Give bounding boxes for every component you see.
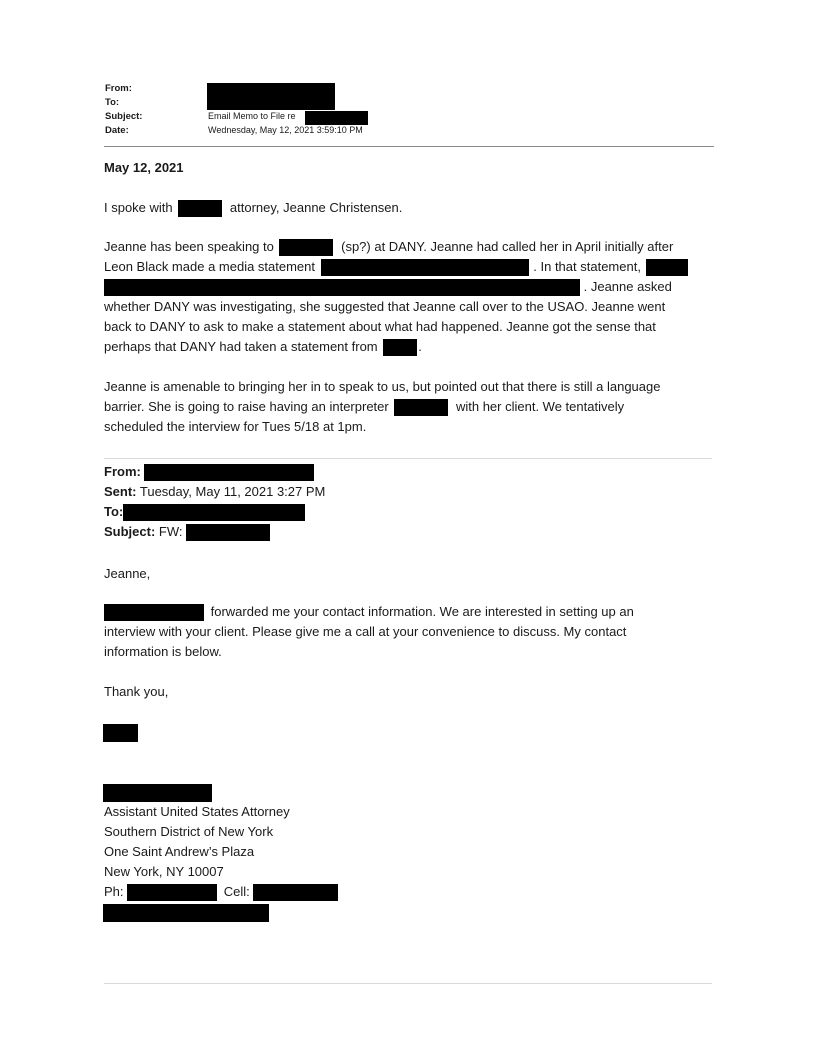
signature-office: Southern District of New York <box>104 824 274 839</box>
text-run: perhaps that DANY had taken a statement from <box>104 339 378 354</box>
text-run: attorney, Jeanne Christensen. <box>229 200 403 215</box>
paragraph-line: whether DANY was investigating, she suggested that Jeanne call over to the USAO. Jeanne went <box>104 299 666 314</box>
fw-subject-value: FW: <box>158 524 183 539</box>
signature-phone-line <box>104 882 714 902</box>
redaction-sender-first-name <box>103 724 138 742</box>
paragraph-line <box>104 602 714 622</box>
memo-paragraph-1 <box>104 198 714 218</box>
signature-block <box>104 802 714 902</box>
fw-sent-value: Tuesday, May 11, 2021 3:27 PM <box>139 484 326 499</box>
fw-subject-label: Subject: <box>104 524 156 539</box>
fw-greeting: Jeanne, <box>104 566 151 581</box>
paragraph-line: scheduled the interview for Tues 5/18 at 1pm. <box>104 419 367 434</box>
header-divider <box>104 146 714 147</box>
memo-subject-label: Subject: <box>105 111 143 122</box>
fw-to-line <box>104 502 714 522</box>
page-bottom-divider <box>104 983 712 984</box>
paragraph-line: Jeanne is amenable to bringing her in to speak to us, but pointed out that there is still a language <box>104 379 661 394</box>
forwarded-email-header <box>104 462 714 542</box>
redaction-block <box>321 259 529 276</box>
redaction-fw-from <box>144 464 314 481</box>
text-run: Leon Black made a media statement <box>104 259 316 274</box>
memo-from-label: From: <box>105 83 132 94</box>
text-run: . <box>418 339 422 354</box>
text-run: (sp?) at DANY. Jeanne had called her in April initially after <box>341 239 674 254</box>
fw-to-label: To: <box>104 504 124 519</box>
paragraph-line <box>104 397 714 417</box>
fw-from-label: From: <box>104 464 141 479</box>
memo-date-heading: May 12, 2021 <box>104 160 184 175</box>
phone-label: Ph: <box>104 884 124 899</box>
memo-paragraph-3 <box>104 377 714 437</box>
memo-date-value: Wednesday, May 12, 2021 3:59:10 PM <box>208 125 363 135</box>
redaction-block <box>383 339 417 356</box>
fw-sent-label: Sent: <box>104 484 137 499</box>
paragraph-line <box>104 277 714 297</box>
memo-paragraph-2 <box>104 237 714 357</box>
text-run: with her client. We tentatively <box>455 399 625 414</box>
fw-subject-line <box>104 522 714 542</box>
cell-label: Cell: <box>223 884 250 899</box>
text-run: forwarded me your contact information. We are interested in setting up an <box>210 604 634 619</box>
fw-sent-line <box>104 482 714 502</box>
text-run: . Jeanne asked <box>583 279 672 294</box>
memo-date-label: Date: <box>105 125 129 136</box>
redaction-email-address <box>103 904 269 922</box>
text-run: Jeanne has been speaking to <box>104 239 274 254</box>
redaction-block <box>394 399 448 416</box>
text-run: I spoke with <box>104 200 173 215</box>
redaction-block <box>104 279 580 296</box>
signature-address-1: One Saint Andrew’s Plaza <box>104 844 255 859</box>
redaction-block <box>279 239 333 256</box>
redaction-block <box>178 200 222 217</box>
redaction-memo-subject <box>305 111 368 125</box>
memo-to-label: To: <box>105 97 120 108</box>
redaction-block <box>646 259 688 276</box>
redaction-fw-subject <box>186 524 270 541</box>
text-run: barrier. She is going to raise having an interpreter <box>104 399 389 414</box>
memo-subject-value <box>208 111 296 121</box>
fw-closing: Thank you, <box>104 684 169 699</box>
paragraph-line <box>104 237 714 257</box>
text-run: . In that statement, <box>533 259 641 274</box>
signature-title: Assistant United States Attorney <box>104 804 290 819</box>
memo-subject-text: Email Memo to File re <box>208 111 296 121</box>
fw-body <box>104 602 714 662</box>
paragraph-line: back to DANY to ask to make a statement about what had happened. Jeanne got the sense that <box>104 319 656 334</box>
fw-from-line <box>104 462 714 482</box>
redaction-fw-to <box>123 504 305 521</box>
signature-address-2: New York, NY 10007 <box>104 864 224 879</box>
redaction-phone <box>127 884 217 901</box>
email-divider <box>104 458 712 459</box>
redaction-cell <box>253 884 338 901</box>
redaction-memo-from-to <box>207 83 335 110</box>
redaction-sender-full-name <box>103 784 212 802</box>
paragraph-line <box>104 337 714 357</box>
paragraph-line <box>104 257 714 277</box>
paragraph-line <box>104 198 714 218</box>
paragraph-line: interview with your client. Please give me a call at your convenience to discuss. My contact <box>104 624 627 639</box>
redaction-block <box>104 604 204 621</box>
paragraph-line: information is below. <box>104 644 222 659</box>
